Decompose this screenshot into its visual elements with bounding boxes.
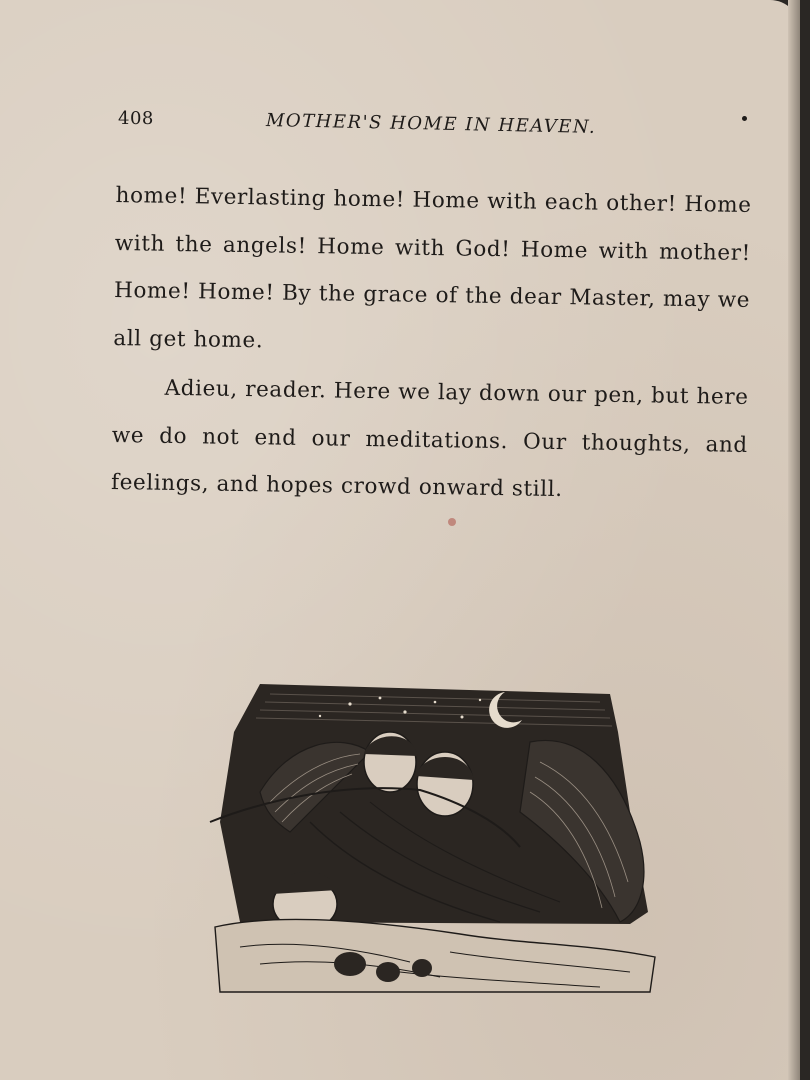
running-head: MOTHER'S HOME IN HEAVEN. <box>265 110 597 138</box>
page-header <box>118 108 758 138</box>
engraving-angels-icon <box>200 672 670 1002</box>
paragraph-home: home! Everlasting home! Home with each other! Home with the angels! Home with God! Home with mother! Home! Home! By the grace of the dear Master, may we all get home. <box>113 182 752 353</box>
page-edge <box>788 0 800 1080</box>
paragraph-adieu: Adieu, reader. Here we lay down our pen, but here we do not end our meditations. Our thoughts, and feelings, and hopes crowd onward still. <box>110 375 749 503</box>
body-text <box>111 172 752 516</box>
ink-dot <box>742 116 747 121</box>
paper-stain <box>448 518 456 526</box>
page-number: 408 <box>118 108 154 129</box>
